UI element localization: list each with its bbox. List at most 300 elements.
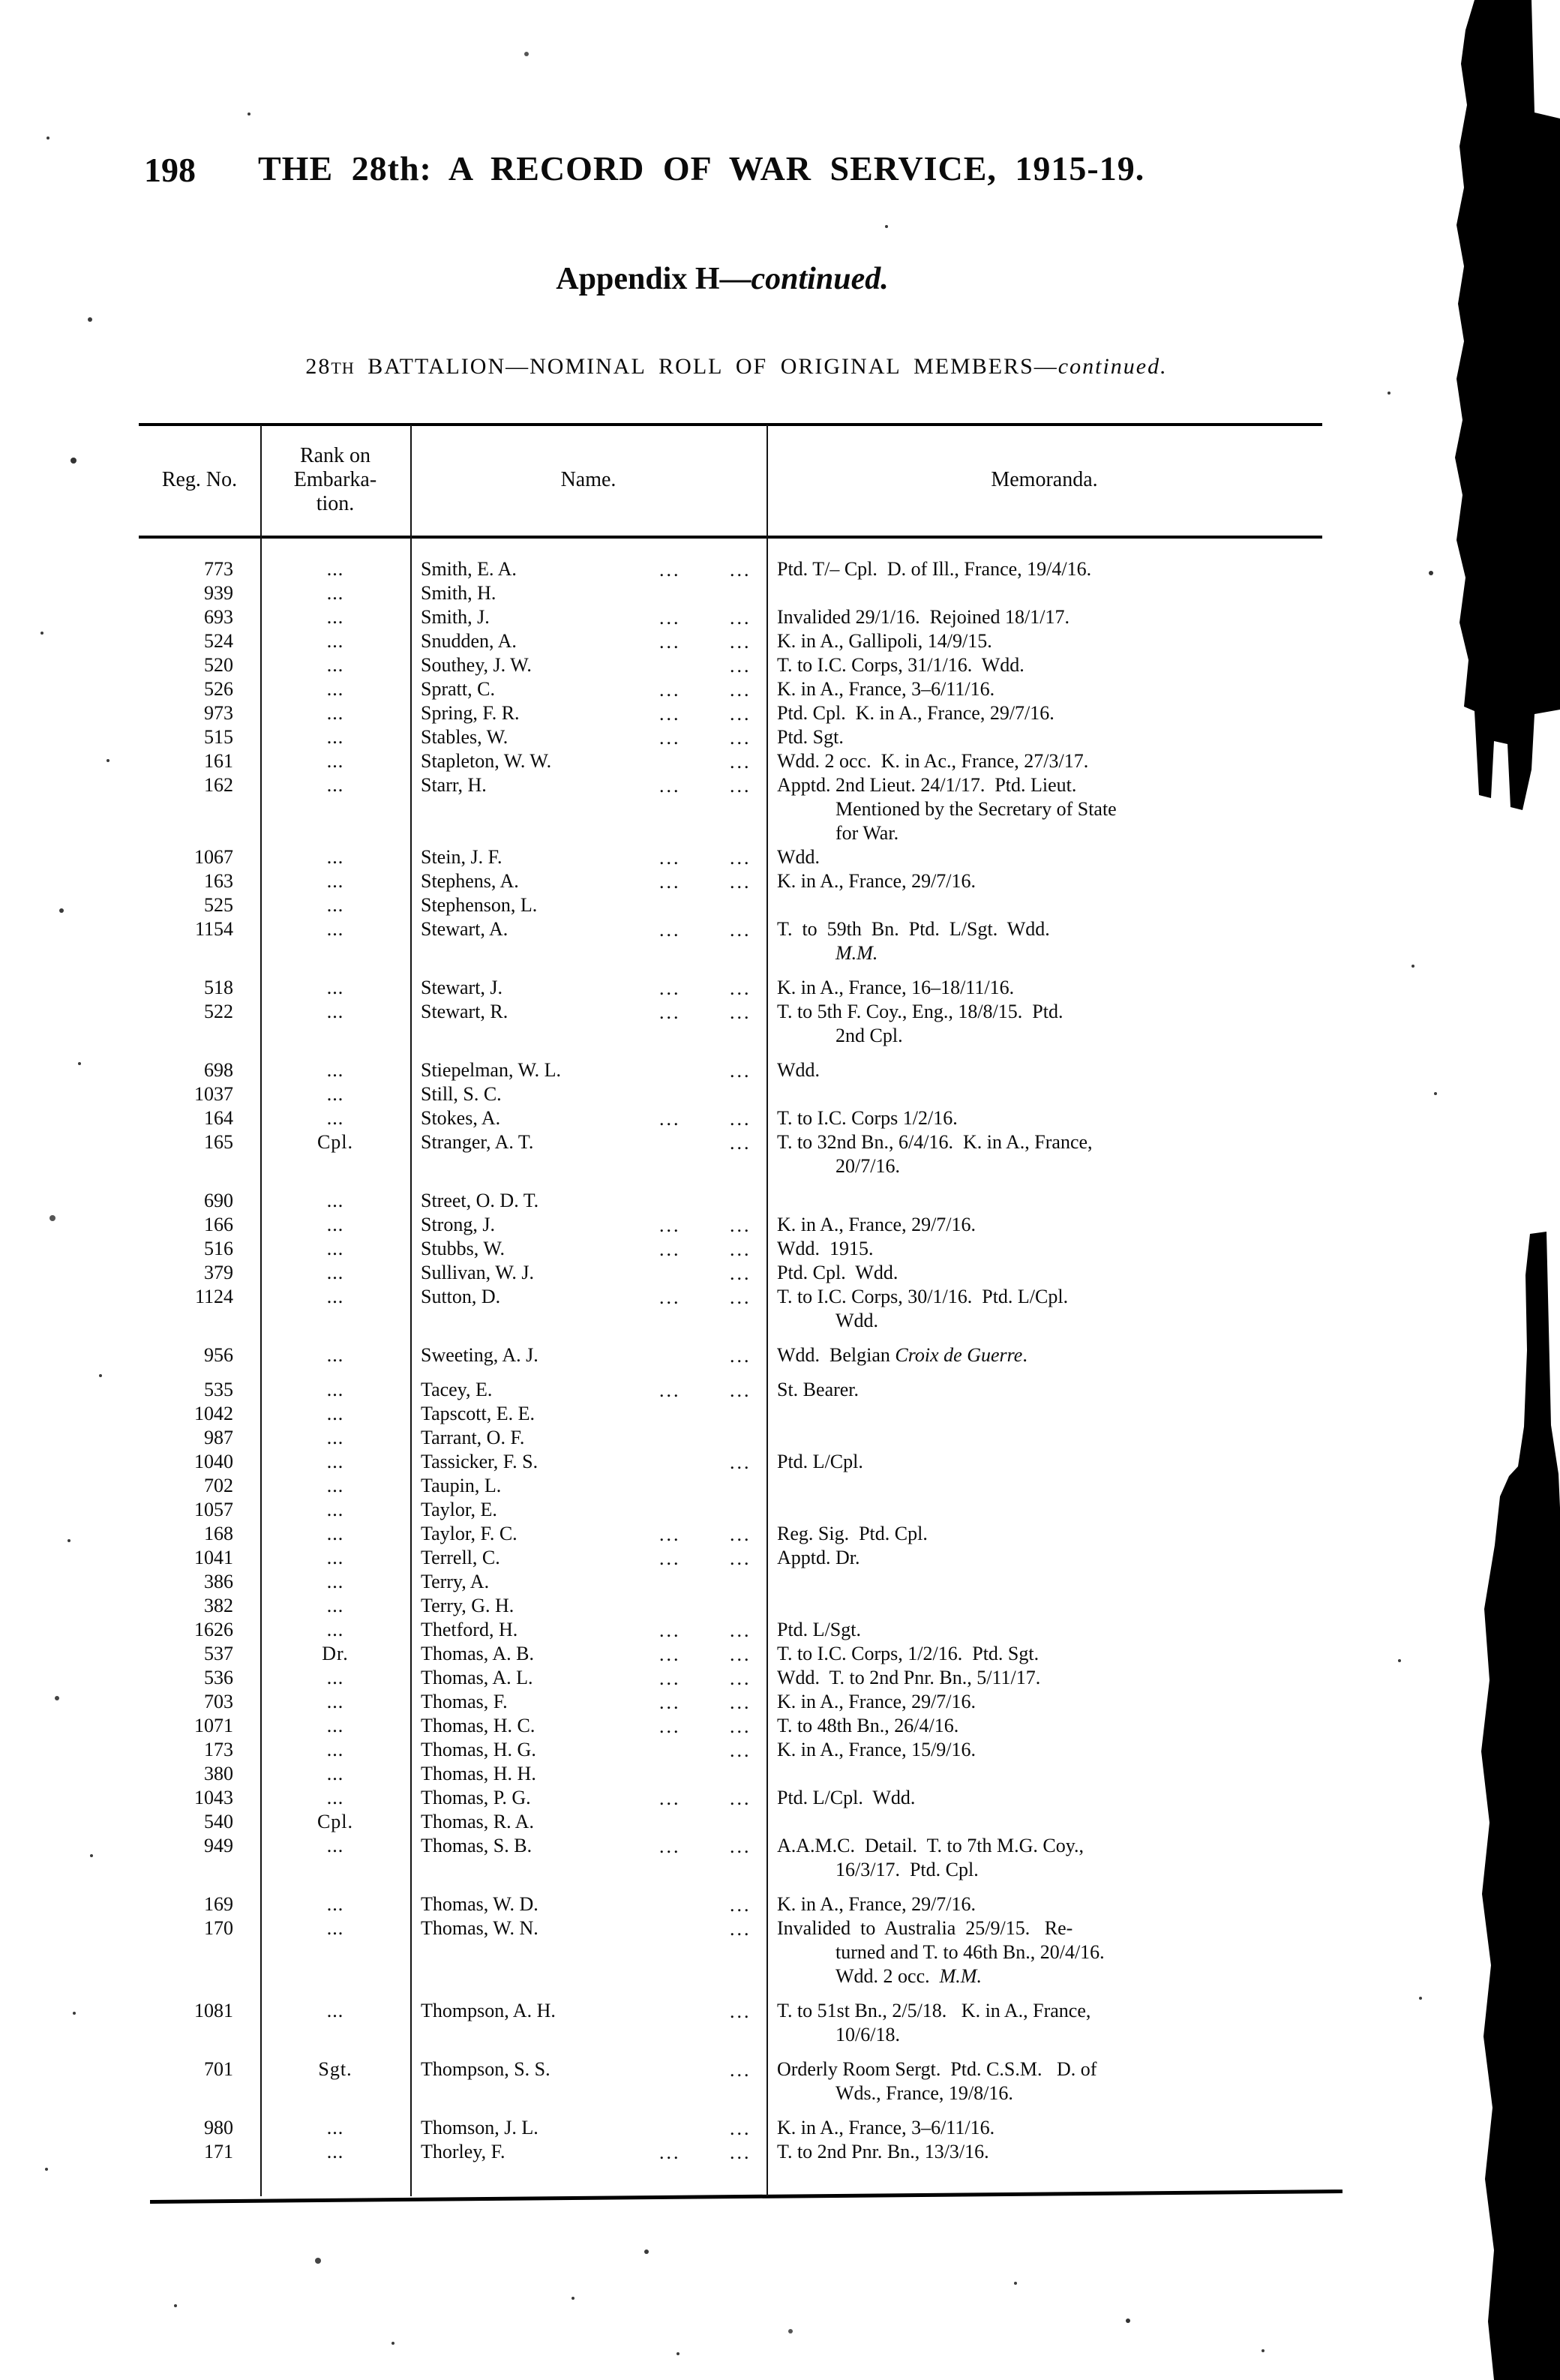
name-cell xyxy=(410,1522,766,1546)
rank-cell: ... xyxy=(326,1001,344,1022)
rank-cell: ... xyxy=(326,1214,344,1235)
soldier-name: Thomas, F. xyxy=(421,1691,508,1712)
leader-dots: ... xyxy=(730,2000,752,2022)
reg-no-cell: 166 xyxy=(204,1214,233,1235)
name-cell xyxy=(410,821,766,845)
memo-cell: Ptd. L/Cpl. xyxy=(777,1451,863,1472)
soldier-name: Still, S. C. xyxy=(421,1083,502,1105)
reg-no-cell: 165 xyxy=(204,1131,233,1153)
name-cell xyxy=(410,976,766,1000)
leader-dots: ... xyxy=(659,1108,681,1130)
soldier-name: Stokes, A. xyxy=(421,1107,501,1129)
table-row xyxy=(139,1810,1322,1834)
reg-no-cell: 386 xyxy=(204,1571,233,1592)
memo-cell: 10/6/18. xyxy=(836,2024,900,2045)
table-row xyxy=(139,2116,1322,2140)
soldier-name: Stubbs, W. xyxy=(421,1238,505,1259)
soldier-name: Thetford, H. xyxy=(421,1619,518,1640)
name-cell xyxy=(410,1594,766,1618)
rank-cell: ... xyxy=(326,1715,344,1736)
name-cell xyxy=(410,1786,766,1810)
leader-dots: ... xyxy=(659,1643,681,1665)
leader-dots: ... xyxy=(730,2059,752,2081)
reg-no-cell: 516 xyxy=(204,1238,233,1259)
leader-dots: ... xyxy=(659,1667,681,1689)
soldier-name: Thompson, S. S. xyxy=(421,2058,550,2080)
memo-cell: Ptd. L/Sgt. xyxy=(777,1619,861,1640)
rank-cell: ... xyxy=(326,1499,344,1520)
memo-cell: T. to I.C. Corps 1/2/16. xyxy=(777,1107,958,1129)
table-row xyxy=(139,1642,1322,1666)
name-cell xyxy=(410,1450,766,1474)
memo-cell: K. in A., France, 15/9/16. xyxy=(777,1739,976,1760)
reg-no-cell: 540 xyxy=(204,1811,233,1832)
name-cell xyxy=(410,1892,766,1916)
soldier-name: Stephens, A. xyxy=(421,870,519,892)
name-cell xyxy=(410,1189,766,1213)
leader-dots: ... xyxy=(730,1667,752,1689)
memo-cell: Wdd. xyxy=(836,1310,879,1331)
reg-no-cell: 1626 xyxy=(194,1619,233,1640)
rank-cell: ... xyxy=(326,1787,344,1808)
memo-cell xyxy=(766,893,1322,917)
table-row xyxy=(139,1546,1322,1570)
name-cell xyxy=(410,1402,766,1426)
rank-cell: ... xyxy=(326,1107,344,1129)
name-cell xyxy=(410,1082,766,1106)
row-gap xyxy=(139,1178,1322,1189)
rank-cell: ... xyxy=(326,774,344,796)
table-row xyxy=(139,1237,1322,1261)
leader-dots: ... xyxy=(730,1691,752,1713)
soldier-name: Thomas, R. A. xyxy=(421,1811,534,1832)
soldier-name: Terry, G. H. xyxy=(421,1595,514,1616)
reg-no-cell: 1154 xyxy=(194,918,233,940)
reg-no-cell xyxy=(139,1964,260,1988)
soldier-name: Sullivan, W. J. xyxy=(421,1262,534,1283)
name-cell xyxy=(410,1130,766,1154)
soldier-name: Smith, H. xyxy=(421,582,496,604)
memo-cell: Ptd. Cpl. K. in A., France, 29/7/16. xyxy=(777,702,1054,724)
table-row xyxy=(139,1714,1322,1738)
table-row xyxy=(139,1154,1322,1178)
memo-cell xyxy=(766,1570,1322,1594)
table-row xyxy=(139,725,1322,749)
leader-dots: ... xyxy=(730,1787,752,1809)
table-row xyxy=(139,821,1322,845)
reg-no-cell: 973 xyxy=(204,702,233,724)
name-cell xyxy=(410,1618,766,1642)
table-row xyxy=(139,893,1322,917)
reg-no-cell xyxy=(139,797,260,821)
name-cell xyxy=(410,605,766,629)
rank-cell: ... xyxy=(326,1835,344,1856)
name-cell xyxy=(410,653,766,677)
rank-cell: ... xyxy=(326,1403,344,1424)
rank-cell: ... xyxy=(326,1523,344,1544)
soldier-name: Thomas, A. B. xyxy=(421,1643,534,1664)
soldier-name: Stables, W. xyxy=(421,726,508,748)
reg-no-cell xyxy=(139,1858,260,1882)
memo-cell: Apptd. 2nd Lieut. 24/1/17. Ptd. Lieut. xyxy=(777,774,1077,796)
soldier-name: Terrell, C. xyxy=(421,1547,500,1568)
roll-subtitle xyxy=(0,354,1516,380)
rank-cell xyxy=(260,1858,410,1882)
name-cell xyxy=(410,2057,766,2081)
table-row xyxy=(139,1892,1322,1916)
soldier-name: Smith, E. A. xyxy=(421,558,517,580)
table-row xyxy=(139,917,1322,941)
memo-cell: Wdd. 2 occ. M.M. xyxy=(836,1965,982,1987)
leader-dots: ... xyxy=(730,1214,752,1236)
leader-dots: ... xyxy=(659,727,681,749)
scan-noise xyxy=(0,0,3,3)
reg-no-cell: 949 xyxy=(204,1835,233,1856)
memo-cell: T. to 5th F. Coy., Eng., 18/8/15. Ptd. xyxy=(777,1001,1064,1022)
rank-cell: ... xyxy=(326,630,344,652)
memo-cell: T. to I.C. Corps, 30/1/16. Ptd. L/Cpl. xyxy=(777,1286,1069,1307)
soldier-name: Thomas, A. L. xyxy=(421,1667,533,1688)
soldier-name: Thomas, H. H. xyxy=(421,1763,536,1784)
reg-no-cell: 535 xyxy=(204,1379,233,1400)
table-row xyxy=(139,1261,1322,1285)
rank-cell: ... xyxy=(326,582,344,604)
rank-cell: ... xyxy=(326,870,344,892)
table-row xyxy=(139,1916,1322,1940)
reg-no-cell xyxy=(139,1940,260,1964)
memo-cell xyxy=(766,581,1322,605)
leader-dots: ... xyxy=(730,631,752,653)
leader-dots: ... xyxy=(659,1286,681,1308)
soldier-name: Stapleton, W. W. xyxy=(421,750,552,772)
table-row xyxy=(139,1786,1322,1810)
leader-dots: ... xyxy=(659,1787,681,1809)
table-row xyxy=(139,1964,1322,1988)
soldier-name: Taylor, E. xyxy=(421,1499,497,1520)
name-cell xyxy=(410,1762,766,1786)
header-rank-on-embarkation xyxy=(260,444,410,516)
reg-no-cell: 702 xyxy=(204,1475,233,1496)
name-cell xyxy=(410,1474,766,1498)
reg-no-cell: 379 xyxy=(204,1262,233,1283)
reg-no-cell: 698 xyxy=(204,1059,233,1081)
leader-dots: ... xyxy=(659,679,681,701)
leader-dots: ... xyxy=(730,727,752,749)
leader-dots: ... xyxy=(659,775,681,797)
name-cell xyxy=(410,557,766,581)
rank-cell xyxy=(260,797,410,821)
header-memoranda: Memoranda. xyxy=(991,468,1098,491)
table-row xyxy=(139,653,1322,677)
rank-cell: ... xyxy=(326,1475,344,1496)
leader-dots: ... xyxy=(730,1619,752,1641)
memo-cell: K. in A., France, 3–6/11/16. xyxy=(777,2117,995,2138)
leader-dots: ... xyxy=(730,1238,752,1260)
leader-dots: ... xyxy=(730,1894,752,1916)
memo-cell: 20/7/16. xyxy=(836,1155,900,1177)
name-cell xyxy=(410,1261,766,1285)
rank-cell: ... xyxy=(326,977,344,998)
reg-no-cell: 168 xyxy=(204,1523,233,1544)
name-cell xyxy=(410,2116,766,2140)
memo-cell: T. to 51st Bn., 2/5/18. K. in A., France, xyxy=(777,2000,1091,2021)
soldier-name: Stranger, A. T. xyxy=(421,1131,534,1153)
reg-no-cell xyxy=(139,2081,260,2105)
leader-dots: ... xyxy=(730,847,752,869)
soldier-name: Stewart, A. xyxy=(421,918,508,940)
leader-dots: ... xyxy=(730,1108,752,1130)
rank-cell xyxy=(260,1024,410,1048)
leader-dots: ... xyxy=(659,2141,681,2163)
leader-dots: ... xyxy=(730,1379,752,1401)
name-cell xyxy=(410,917,766,941)
soldier-name: Terry, A. xyxy=(421,1571,490,1592)
name-cell xyxy=(410,2023,766,2047)
table-row xyxy=(139,1402,1322,1426)
rank-cell: ... xyxy=(326,1286,344,1307)
leader-dots: ... xyxy=(730,1523,752,1545)
name-cell xyxy=(410,1858,766,1882)
rank-cell: Cpl. xyxy=(316,1811,354,1832)
rank-cell: ... xyxy=(326,1083,344,1105)
header-rank-line-1: Rank on xyxy=(299,444,371,467)
soldier-name: Snudden, A. xyxy=(421,630,517,652)
rank-cell: Cpl. xyxy=(316,1131,354,1153)
memo-cell: Reg. Sig. Ptd. Cpl. xyxy=(777,1523,928,1544)
soldier-name: Stephenson, L. xyxy=(421,894,538,916)
table-row xyxy=(139,557,1322,581)
memo-cell xyxy=(766,1082,1322,1106)
rank-cell: ... xyxy=(326,1379,344,1400)
memo-cell: Ptd. Cpl. Wdd. xyxy=(777,1262,898,1283)
rank-cell: ... xyxy=(326,894,344,916)
name-cell xyxy=(410,701,766,725)
memo-cell xyxy=(766,1426,1322,1450)
reg-no-cell: 171 xyxy=(204,2141,233,2162)
name-cell xyxy=(410,845,766,869)
table-row xyxy=(139,1024,1322,1048)
rank-cell xyxy=(260,941,410,965)
reg-no-cell: 518 xyxy=(204,977,233,998)
table-row xyxy=(139,1738,1322,1762)
rank-cell: Sgt. xyxy=(318,2058,352,2080)
leader-dots: ... xyxy=(730,1345,752,1367)
name-cell xyxy=(410,1690,766,1714)
rank-cell: ... xyxy=(326,558,344,580)
rank-cell xyxy=(260,1309,410,1333)
reg-no-cell xyxy=(139,821,260,845)
rank-cell: ... xyxy=(326,678,344,700)
leader-dots: ... xyxy=(659,977,681,999)
table-row xyxy=(139,1570,1322,1594)
name-cell xyxy=(410,1058,766,1082)
leader-dots: ... xyxy=(730,1547,752,1569)
soldier-name: Sutton, D. xyxy=(421,1286,501,1307)
leader-dots: ... xyxy=(730,871,752,893)
soldier-name: Starr, H. xyxy=(421,774,487,796)
rank-cell: ... xyxy=(326,1571,344,1592)
leader-dots: ... xyxy=(659,1715,681,1737)
table-row xyxy=(139,677,1322,701)
name-cell xyxy=(410,1154,766,1178)
table-row xyxy=(139,2057,1322,2081)
memo-cell: M.M. xyxy=(836,942,878,964)
rank-cell: ... xyxy=(326,1917,344,1939)
table-row xyxy=(139,1858,1322,1882)
rank-cell: ... xyxy=(326,606,344,628)
table-row xyxy=(139,605,1322,629)
reg-no-cell: 773 xyxy=(204,558,233,580)
table-row xyxy=(139,2081,1322,2105)
table-row xyxy=(139,1106,1322,1130)
rank-cell: ... xyxy=(326,1262,344,1283)
leader-dots: ... xyxy=(659,1835,681,1857)
header-name: Name. xyxy=(560,468,616,491)
leader-dots: ... xyxy=(730,1286,752,1308)
reg-no-cell: 1040 xyxy=(194,1451,233,1472)
reg-no-cell: 537 xyxy=(204,1643,233,1664)
leader-dots: ... xyxy=(730,1132,752,1154)
memo-cell: K. in A., France, 29/7/16. xyxy=(777,1893,976,1915)
rank-cell: ... xyxy=(326,1691,344,1712)
table-row xyxy=(139,1762,1322,1786)
soldier-name: Tassicker, F. S. xyxy=(421,1451,538,1472)
table-row xyxy=(139,629,1322,653)
memo-cell: 16/3/17. Ptd. Cpl. xyxy=(836,1859,979,1880)
reg-no-cell: 173 xyxy=(204,1739,233,1760)
reg-no-cell: 163 xyxy=(204,870,233,892)
name-cell xyxy=(410,1343,766,1367)
rank-cell: ... xyxy=(326,1893,344,1915)
name-cell xyxy=(410,1024,766,1048)
name-cell xyxy=(410,677,766,701)
reg-no-cell: 690 xyxy=(204,1190,233,1211)
memo-cell: 2nd Cpl. xyxy=(836,1025,903,1046)
reg-no-cell: 1057 xyxy=(194,1499,233,1520)
rank-cell: ... xyxy=(326,1547,344,1568)
reg-no-cell: 162 xyxy=(204,774,233,796)
table-row xyxy=(139,701,1322,725)
reg-no-cell: 526 xyxy=(204,678,233,700)
memo-cell xyxy=(766,1762,1322,1786)
leader-dots: ... xyxy=(730,703,752,725)
table-row xyxy=(139,1940,1322,1964)
memo-cell: for War. xyxy=(836,822,899,844)
reg-no-cell: 169 xyxy=(204,1893,233,1915)
leader-dots: ... xyxy=(659,1214,681,1236)
reg-no-cell: 380 xyxy=(204,1763,233,1784)
memo-cell: A.A.M.C. Detail. T. to 7th M.G. Coy., xyxy=(777,1835,1084,1856)
reg-no-cell: 987 xyxy=(204,1427,233,1448)
reg-no-cell: 1071 xyxy=(194,1715,233,1736)
soldier-name: Thomas, H. G. xyxy=(421,1739,536,1760)
leader-dots: ... xyxy=(730,1060,752,1082)
rank-cell xyxy=(260,1964,410,1988)
soldier-name: Street, O. D. T. xyxy=(421,1190,539,1211)
rank-cell: ... xyxy=(326,654,344,676)
table-row xyxy=(139,869,1322,893)
table-row xyxy=(139,749,1322,773)
row-gap xyxy=(139,1333,1322,1343)
row-gap xyxy=(139,1367,1322,1378)
rank-cell xyxy=(260,1940,410,1964)
reg-no-cell: 536 xyxy=(204,1667,233,1688)
rank-cell xyxy=(260,1154,410,1178)
name-cell xyxy=(410,1964,766,1988)
name-cell xyxy=(410,2081,766,2105)
rank-cell: ... xyxy=(326,2141,344,2162)
name-cell xyxy=(410,1570,766,1594)
name-cell xyxy=(410,1498,766,1522)
leader-dots: ... xyxy=(730,655,752,677)
reg-no-cell: 525 xyxy=(204,894,233,916)
memo-cell: K. in A., Gallipoli, 14/9/15. xyxy=(777,630,992,652)
soldier-name: Taupin, L. xyxy=(421,1475,502,1496)
memo-cell: Wdd. T. to 2nd Pnr. Bn., 5/11/17. xyxy=(777,1667,1041,1688)
name-cell xyxy=(410,869,766,893)
table-row xyxy=(139,1474,1322,1498)
memo-cell: Orderly Room Sergt. Ptd. C.S.M. D. of xyxy=(777,2058,1097,2080)
name-cell xyxy=(410,1426,766,1450)
rank-cell: ... xyxy=(326,750,344,772)
reg-no-cell xyxy=(139,1024,260,1048)
leader-dots: ... xyxy=(659,703,681,725)
leader-dots: ... xyxy=(730,559,752,581)
memo-cell xyxy=(766,1402,1322,1426)
rank-cell xyxy=(260,2023,410,2047)
name-cell xyxy=(410,1309,766,1333)
table-row xyxy=(139,2140,1322,2164)
soldier-name: Taylor, F. C. xyxy=(421,1523,518,1544)
reg-no-cell: 1037 xyxy=(194,1083,233,1105)
roll-subtitle-number: 28 xyxy=(305,354,332,379)
soldier-name: Thomas, H. C. xyxy=(421,1715,536,1736)
memo-cell: Apptd. Dr. xyxy=(777,1547,860,1568)
roll-continued-label: continued. xyxy=(1058,354,1168,379)
leader-dots: ... xyxy=(730,1739,752,1761)
header-reg-no: Reg. No. xyxy=(161,468,238,491)
rank-cell: ... xyxy=(326,2117,344,2138)
leader-dots: ... xyxy=(730,1918,752,1940)
memo-cell: Invalided to Australia 25/9/15. Re- xyxy=(777,1917,1073,1939)
reg-no-cell: 1042 xyxy=(194,1403,233,1424)
memo-cell: St. Bearer. xyxy=(777,1379,860,1400)
reg-no-cell: 693 xyxy=(204,606,233,628)
rank-cell: ... xyxy=(326,1739,344,1760)
memo-cell: T. to 48th Bn., 26/4/16. xyxy=(777,1715,959,1736)
reg-no-cell: 980 xyxy=(204,2117,233,2138)
soldier-name: Stewart, J. xyxy=(421,977,503,998)
table-bottom-rule xyxy=(150,2189,1342,2204)
table-row xyxy=(139,1999,1322,2023)
name-cell xyxy=(410,1714,766,1738)
table-row xyxy=(139,797,1322,821)
memo-cell: K. in A., France, 29/7/16. xyxy=(777,870,976,892)
memo-cell xyxy=(766,1594,1322,1618)
name-cell xyxy=(410,749,766,773)
name-cell xyxy=(410,1738,766,1762)
memo-cell: Wdd. xyxy=(777,1059,820,1081)
name-cell xyxy=(410,1237,766,1261)
name-cell xyxy=(410,629,766,653)
soldier-name: Thomas, S. B. xyxy=(421,1835,532,1856)
memo-cell: T. to 32nd Bn., 6/4/16. K. in A., France, xyxy=(777,1131,1093,1153)
table-row xyxy=(139,941,1322,965)
name-cell xyxy=(410,1213,766,1237)
memo-cell: Wdd. 2 occ. K. in Ac., France, 27/3/17. xyxy=(777,750,1089,772)
memo-cell xyxy=(766,1474,1322,1498)
memo-cell: T. to I.C. Corps, 1/2/16. Ptd. Sgt. xyxy=(777,1643,1040,1664)
